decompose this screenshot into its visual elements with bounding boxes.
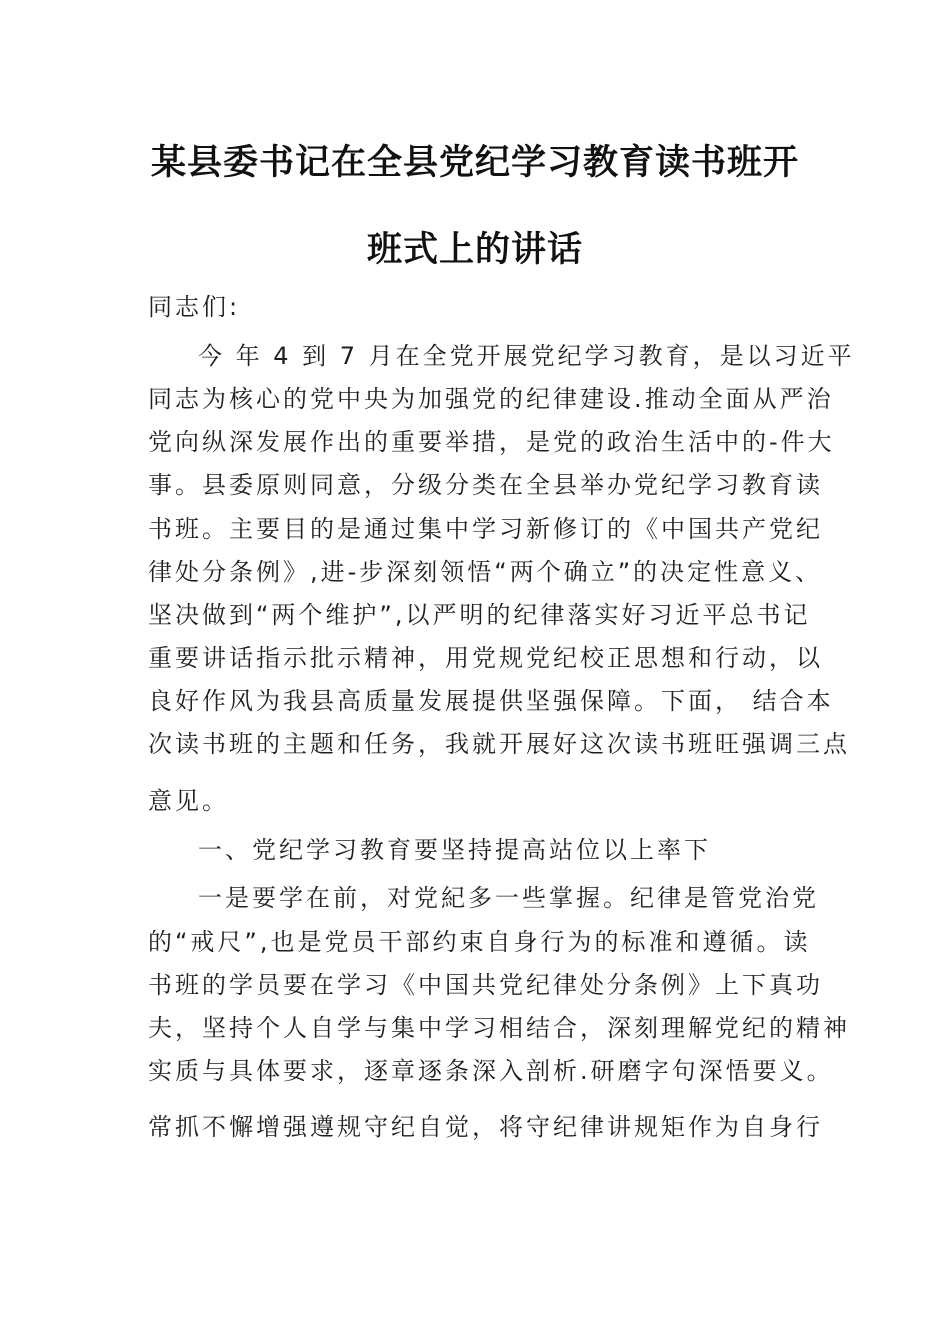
paragraph-2-line: 实质与具体要求，逐章逐条深入剖析.研磨字句深悟要义。 <box>148 1057 834 1085</box>
paragraph-1-line: 次读书班的主题和任务，我就开展好这次读书班旺强调三点 <box>148 730 850 758</box>
paragraph-2-line: 书班的学员要在学习《中国共党纪律处分条例》上下真功 <box>148 971 823 999</box>
paragraph-1-line: 今 年 4 到 7 月在全党开展党纪学习教育，是以习近平 <box>198 342 855 370</box>
section-1-heading: 一、党纪学习教育要坚持提高站位以上率下 <box>198 836 711 864</box>
document-title-line-1: 某县委书记在全县党纪学习教育读书班开 <box>150 143 799 183</box>
paragraph-2-line: 的“戒尺”,也是党员干部约束自身行为的标准和遵循。读 <box>148 928 811 956</box>
salutation: 同志们: <box>148 293 241 321</box>
paragraph-1-line: 书班。主要目的是通过集中学习新修订的《中国共产党纪 <box>148 515 823 543</box>
paragraph-1-line: 意见。 <box>148 787 229 815</box>
paragraph-2-line: 夫，坚持个人自学与集中学习相结合，深刻理解党纪的精神 <box>148 1014 850 1042</box>
document-title-line-2: 班式上的讲话 <box>366 230 583 270</box>
paragraph-1-line: 同志为核心的党中央为加强党的纪律建设.推动全面从严治 <box>148 385 834 413</box>
paragraph-2-line: 一是要学在前，对党紀多一些掌握。纪律是管党治党 <box>198 884 819 912</box>
paragraph-1-line: 重要讲话指示批示精神，用党规党纪校正思想和行动，以 <box>148 644 823 672</box>
paragraph-2-line: 常抓不懈增强遵规守纪自觉，将守纪律讲规矩作为自身行 <box>148 1113 823 1141</box>
paragraph-1-line: 事。县委原则同意，分级分类在全县举办党纪学习教育读 <box>148 471 823 499</box>
paragraph-1-line: 律处分条例》,进-步深刻领悟“两个确立”的决定性意义、 <box>148 558 823 586</box>
paragraph-1-line: 党向纵深发展作出的重要举措，是党的政治生活中的-件大 <box>148 428 835 456</box>
paragraph-1-line: 良好作风为我县高质量发展提供坚强保障。下面， 结合本 <box>148 687 834 715</box>
paragraph-1-line: 坚决做到“两个维护”,以严明的纪律落实好习近平总书记 <box>148 601 811 629</box>
